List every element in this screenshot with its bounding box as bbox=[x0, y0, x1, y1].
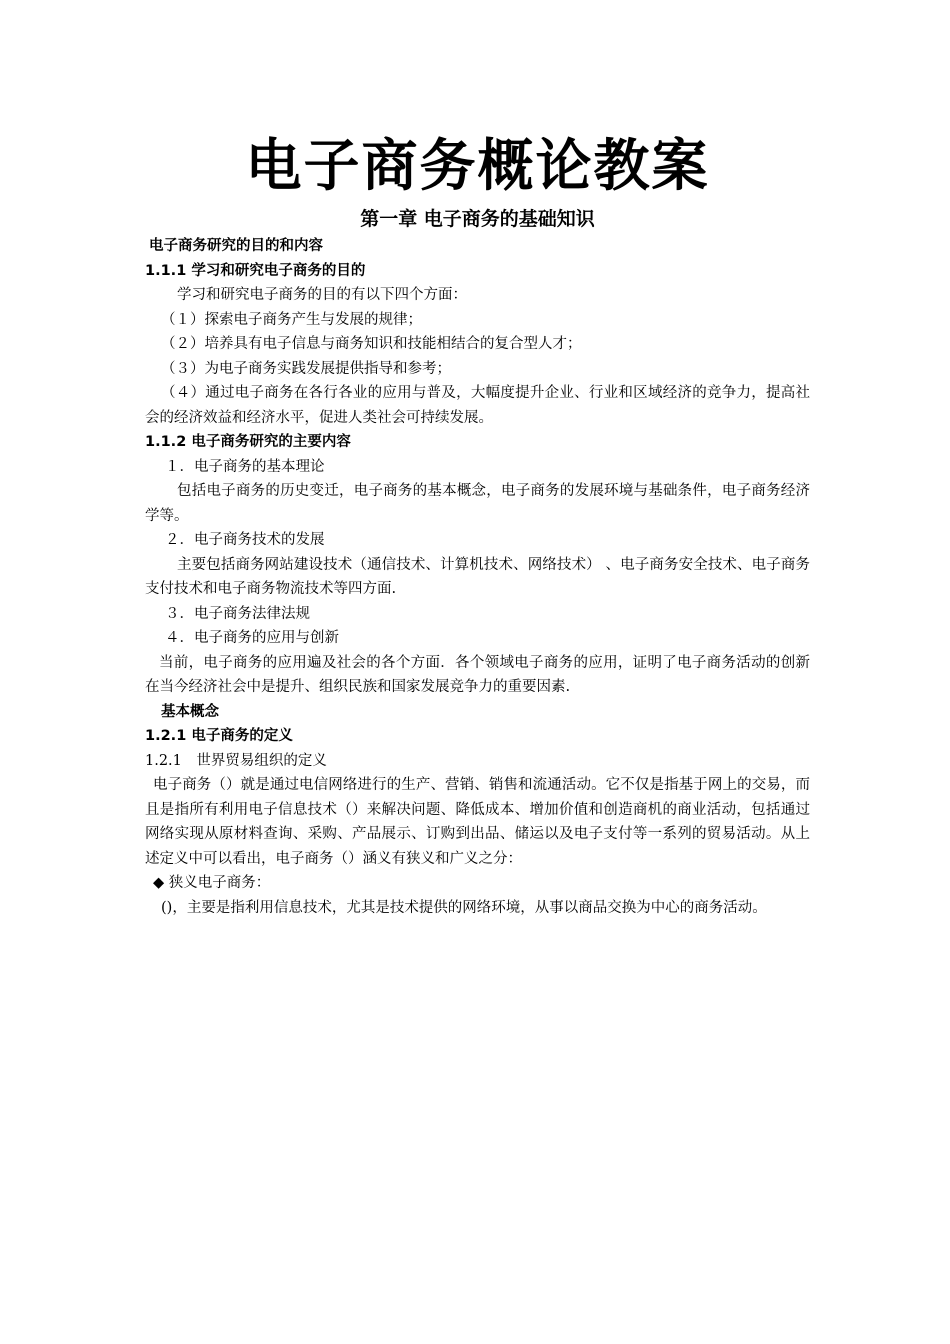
paragraph-narrow-ecommerce: ()，主要是指利用信息技术，尤其是技术提供的网络环境，从事以商品交换为中心的商务活动。 bbox=[161, 899, 767, 916]
purpose-item-1: （１）探索电子商务产生与发展的规律； bbox=[161, 311, 422, 328]
purpose-item-4: （４）通过电子商务在各行各业的应用与普及，大幅度提升企业、行业和区域经济的竞争力，提高社会的经济效益和经济水平，促进人类社会可持续发展。 bbox=[145, 385, 810, 426]
paragraph-purpose-intro: 学习和研究电子商务的目的有以下四个方面： bbox=[177, 287, 467, 303]
content-item-2-body: 主要包括商务网站建设技术（通信技术、计算机技术、网络技术） 、电子商务安全技术、电子商务支付技术和电子商务物流技术等四方面. bbox=[145, 556, 810, 597]
purpose-item-2: （２）培养具有电子信息与商务知识和技能相结合的复合型人才； bbox=[161, 336, 582, 352]
content-item-1-body: 包括电子商务的历史变迁，电子商务的基本概念，电子商务的发展环境与基础条件，电子商务经济学等。 bbox=[145, 483, 810, 524]
subsection-heading-wto-definition: 1.2.1 世界贸易组织的定义 bbox=[145, 752, 327, 769]
section-heading-1-1-1: 1.1.1 学习和研究电子商务的目的 bbox=[145, 262, 366, 279]
purpose-item-3: （３）为电子商务实践发展提供指导和参考； bbox=[161, 360, 451, 377]
section-heading-1-1-2: 1.1.2 电子商务研究的主要内容 bbox=[145, 434, 351, 450]
document-page bbox=[145, 126, 810, 920]
document-title: 电子商务概论教案 bbox=[245, 133, 710, 199]
content-item-3-title: ３．电子商务法律法规 bbox=[165, 605, 310, 622]
section-heading-basic-concept: 基本概念 bbox=[161, 703, 219, 720]
content-item-4-title: ４．电子商务的应用与创新 bbox=[165, 630, 339, 646]
section-heading-1-2-1: 1.2.1 电子商务的定义 bbox=[145, 728, 293, 744]
content-item-2-title: ２．电子商务技术的发展 bbox=[165, 532, 325, 548]
chapter-title: 第一章 电子商务的基础知识 bbox=[360, 208, 595, 230]
paragraph-application: 当前，电子商务的应用遍及社会的各个方面．各个领域电子商务的应用，证明了电子商务活动的创新在当今经济社会中是提升、组织民族和国家发展竞争力的重要因素. bbox=[145, 654, 810, 695]
content-item-1-title: １．电子商务的基本理论 bbox=[165, 458, 325, 475]
paragraph-definition: 电子商务（）就是通过电信网络进行的生产、营销、销售和流通活动。它不仅是指基于网上的交易，而且是指所有利用电子信息技术（）来解决问题、降低成本、增加价值和创造商机的商业活动，包括通过网络实现从原材料查询、采购、产品展示、订购到出品、储运以及电子支付等一系列的贸易活动。从上述定义中可以看出，电子商务（）涵义有狭义和广义之分： bbox=[145, 777, 810, 867]
section-heading-purpose-content: 电子商务研究的目的和内容 bbox=[149, 238, 323, 254]
bullet-narrow-ecommerce: ◆ 狭义电子商务： bbox=[153, 875, 271, 891]
